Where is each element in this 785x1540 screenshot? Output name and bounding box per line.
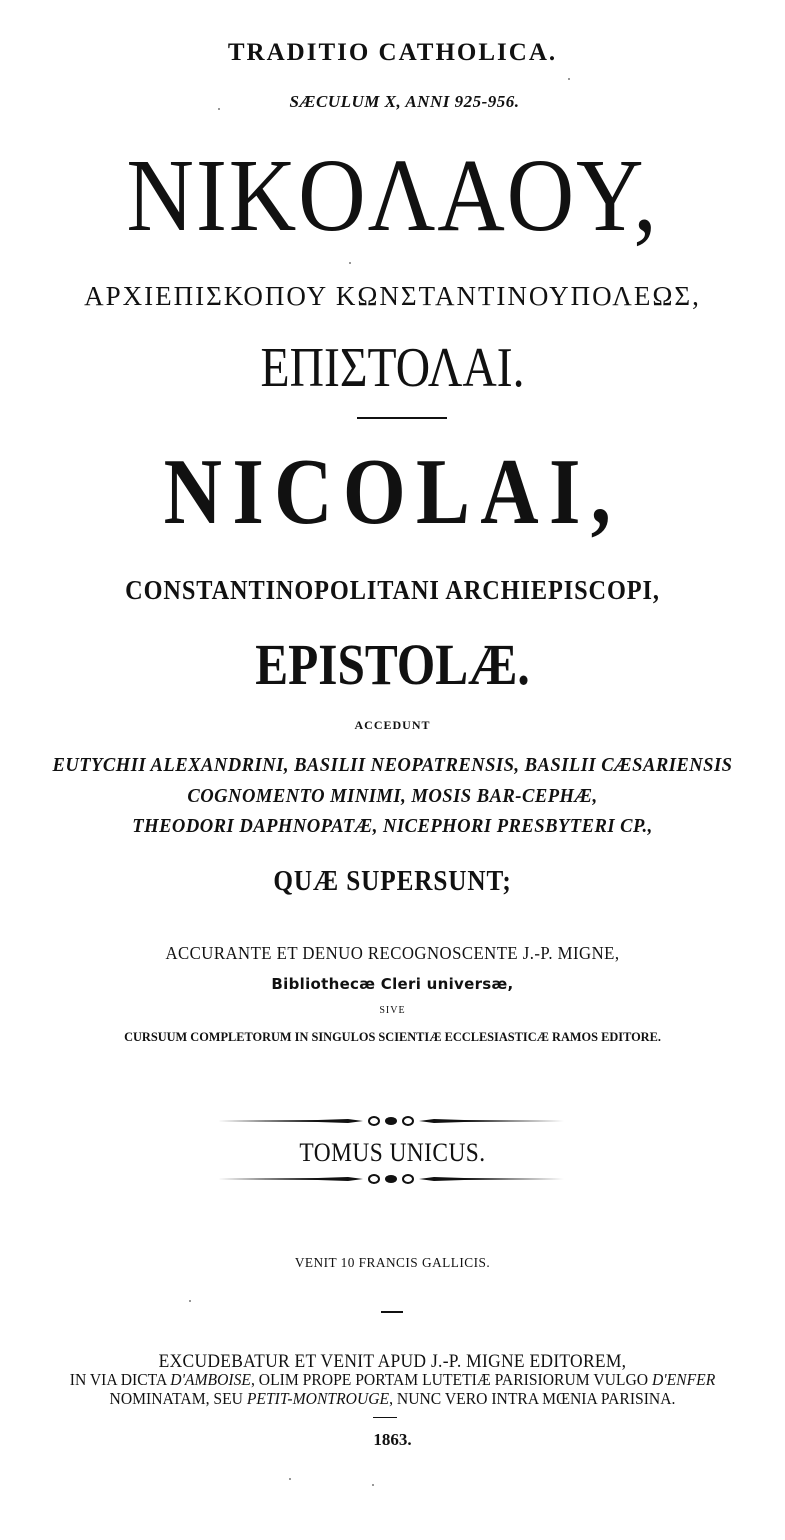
editor-line-2: Bibliothecæ Cleri universæ, [271,975,514,993]
scan-speck [372,1484,374,1486]
imprint-rule [373,1417,397,1418]
ornamental-rule-bottom [218,1172,564,1186]
latin-author-name: NICOLAI, [163,440,622,544]
imprint-line-1: EXCUDEBATUR ET VENIT APUD J.-P. MIGNE EDITOREM, [158,1351,627,1372]
greek-author-subtitle: ΑΡΧΙΕΠΙΣΚΟΠΟΥ ΚΩΝΣΤΑΝΤΙΝΟΥΠΟΛΕΩΣ, [84,281,701,311]
publication-year: 1863. [373,1430,412,1449]
imprint-line-2 [31,1371,753,1388]
editor-line-3: SIVE [379,1005,406,1016]
imprint-line-3-a: NOMINATAM, SEU [109,1389,247,1408]
scan-speck [568,78,570,80]
scan-speck [349,262,351,264]
imprint-line-2-c: , OLIM PROPE PORTAM LUTETIÆ PARISIORUM VULGO [250,1370,652,1389]
imprint-line-3-c: , NUNC VERO INTRA MŒNIA PARISINA. [389,1389,676,1408]
editor-line-1: ACCURANTE ET DENUO RECOGNOSCENTE J.-P. MIGNE, [165,943,620,963]
latin-work-title: EPISTOLÆ. [255,632,530,697]
accedunt-line-3: THEODORI DAPHNOPATÆ, NICEPHORI PRESBYTERI CP., [132,815,653,837]
imprint-line-2-b: D'AMBOISE [170,1370,251,1389]
volume-label: TOMUS UNICUS. [299,1138,486,1167]
imprint-line-3-b: PETIT-MONTROUGE [246,1389,390,1408]
saeculum-line: SÆCULUM X, ANNI 925-956. [289,92,520,111]
accedunt-line-2: COGNOMENTO MINIMI, MOSIS BAR-CEPHÆ, [187,785,598,807]
ornamental-rule-top [218,1114,564,1128]
scan-speck [218,108,220,110]
greek-author-name: NIKOΛAOY, [126,138,659,253]
latin-author-subtitle: CONSTANTINOPOLITANI ARCHIEPISCOPI, [125,575,660,605]
accedunt-line-1: EUTYCHII ALEXANDRINI, BASILII NEOPATRENSIS, BASILII CÆSARIENSIS [52,754,733,776]
short-rule [381,1311,403,1313]
greek-work-title: ΕΠΙΣΤΟΛΑΙ. [260,337,525,399]
scan-speck [289,1478,291,1480]
editor-line-4: CURSUUM COMPLETORUM IN SINGULOS SCIENTIÆ ECCLESIASTICÆ RAMOS EDITORE. [124,1029,661,1044]
accedunt-label: ACCEDUNT [354,718,431,732]
divider-rule [357,417,447,419]
scan-speck [189,1300,191,1302]
price-line: VENIT 10 FRANCIS GALLICIS. [294,1256,491,1271]
imprint-line-2-a: IN VIA DICTA [69,1370,171,1389]
quae-supersunt: QUÆ SUPERSUNT; [273,866,512,897]
imprint-line-2-d: D'ENFER [651,1370,716,1389]
imprint-line-3 [31,1390,753,1407]
series-title: TRADITIO CATHOLICA. [227,39,558,66]
